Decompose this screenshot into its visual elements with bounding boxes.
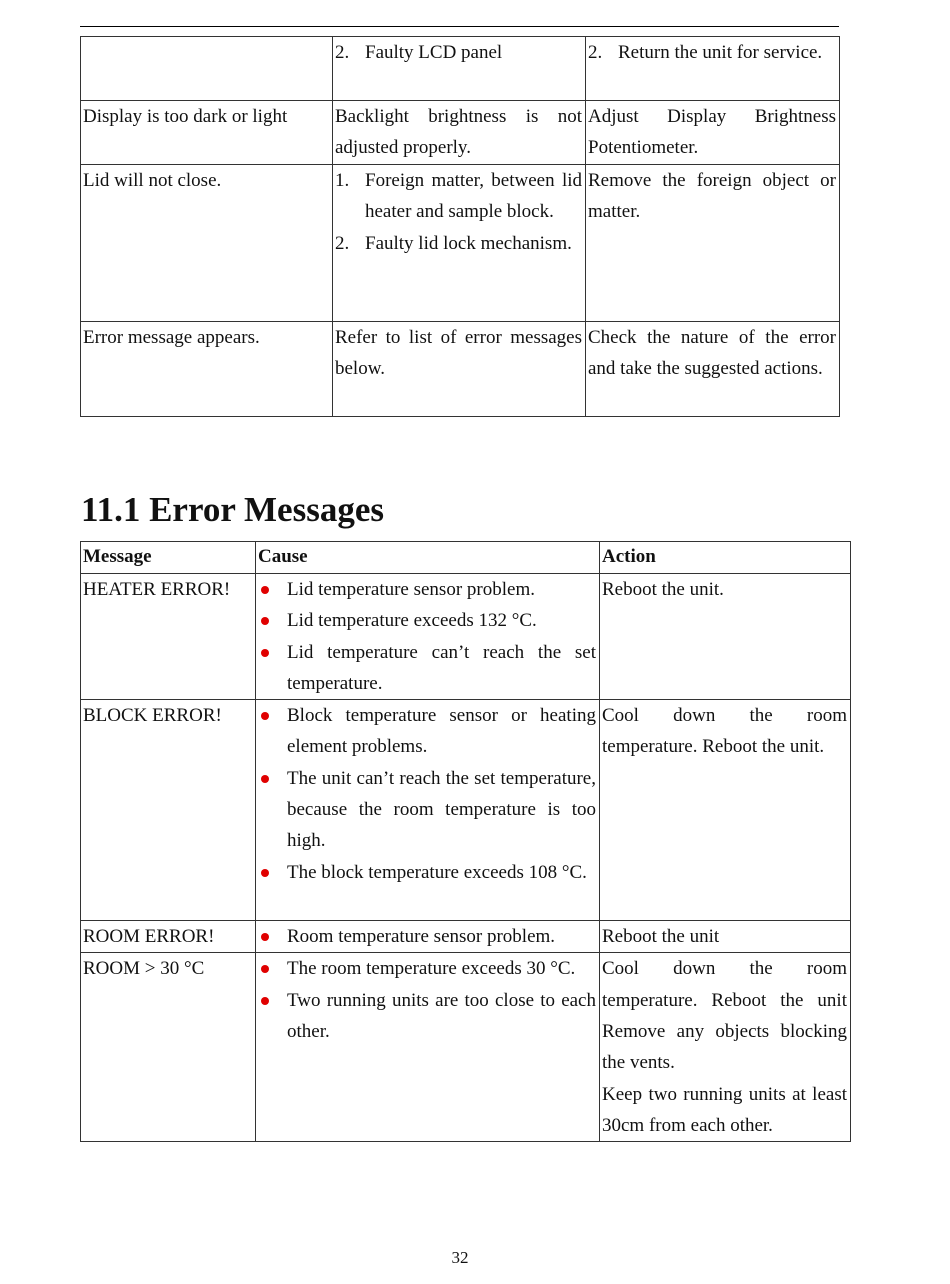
list-item: 2. Faulty LCD panel (335, 42, 503, 63)
list-item: Lid temperature can’t reach the set temperature. (258, 637, 596, 700)
action-cell: Remove the foreign object or matter. (586, 165, 840, 322)
message-cell: BLOCK ERROR! (81, 700, 256, 921)
action-text: Reboot the unit. (602, 579, 724, 600)
table-row (81, 953, 851, 1142)
table-row (81, 921, 851, 953)
list-item: The room temperature exceeds 30 °C. (258, 953, 596, 984)
problem-cell: Display is too dark or light (81, 101, 333, 165)
action-cell (600, 574, 851, 700)
error-messages-table (80, 541, 851, 1142)
cause-cell: Refer to list of error messages below. (333, 322, 586, 417)
table-row (81, 101, 840, 165)
list-item: Room temperature sensor problem. (258, 921, 596, 952)
cause-cell (256, 953, 600, 1142)
action-cell: Adjust Display Brightness Potentiometer. (586, 101, 840, 165)
cause-cell: Backlight brightness is not adjusted properly. (333, 101, 586, 165)
header-rule (80, 26, 839, 27)
action-text: Reboot the unit (602, 926, 720, 948)
message-cell: HEATER ERROR! (81, 574, 256, 700)
message-cell: ROOM ERROR! (81, 921, 256, 953)
action-text: Keep two running units at least 30cm from each other. (602, 1083, 847, 1136)
table-row (81, 165, 840, 322)
column-header-message: Message (81, 542, 256, 574)
message-cell: ROOM > 30 °C (81, 953, 256, 1142)
cause-cell (256, 921, 600, 953)
cause-cell (333, 165, 586, 322)
page-number: 32 (451, 1248, 469, 1267)
action-cell: Check the nature of the error and take the suggested actions. (586, 322, 840, 417)
list-item: Block temperature sensor or heating element problems. (258, 700, 596, 763)
table-row (81, 574, 851, 700)
problem-cell: Lid will not close. (81, 165, 333, 322)
cause-cell (333, 37, 586, 101)
table-row (81, 322, 840, 417)
action-cell (600, 953, 851, 1142)
list-item: Lid temperature sensor problem. (258, 574, 596, 605)
header-row (81, 542, 851, 574)
action-text: Cool down the room temperature. Reboot the unit Remove any objects blocking the vents. (602, 958, 847, 1074)
problem-cell: Error message appears. (81, 322, 333, 417)
table-row (81, 700, 851, 921)
action-cell (600, 921, 851, 953)
list-item: 2. Return the unit for service. (588, 42, 823, 63)
list-item: 2. Faulty lid lock mechanism. (335, 232, 572, 254)
action-cell (600, 700, 851, 921)
list-item: Lid temperature exceeds 132 °C. (258, 605, 596, 636)
problem-cell (81, 37, 333, 101)
list-item: Two running units are too close to each other. (258, 985, 596, 1048)
action-cell (586, 37, 840, 101)
troubleshooting-table (80, 36, 840, 417)
list-item: The unit can’t reach the set temperature, because the room temperature is too high. (258, 763, 596, 857)
cause-cell (256, 574, 600, 700)
column-header-cause: Cause (256, 542, 600, 574)
section-heading: 11.1 Error Messages (81, 490, 384, 529)
list-item: 1. Foreign matter, between lid heater and sample block. (335, 170, 582, 223)
column-header-action: Action (600, 542, 851, 574)
cause-cell (256, 700, 600, 921)
table-row (81, 37, 840, 101)
action-text: Cool down the room temperature. Reboot the unit. (602, 705, 847, 758)
list-item: The block temperature exceeds 108 °C. (258, 857, 596, 888)
